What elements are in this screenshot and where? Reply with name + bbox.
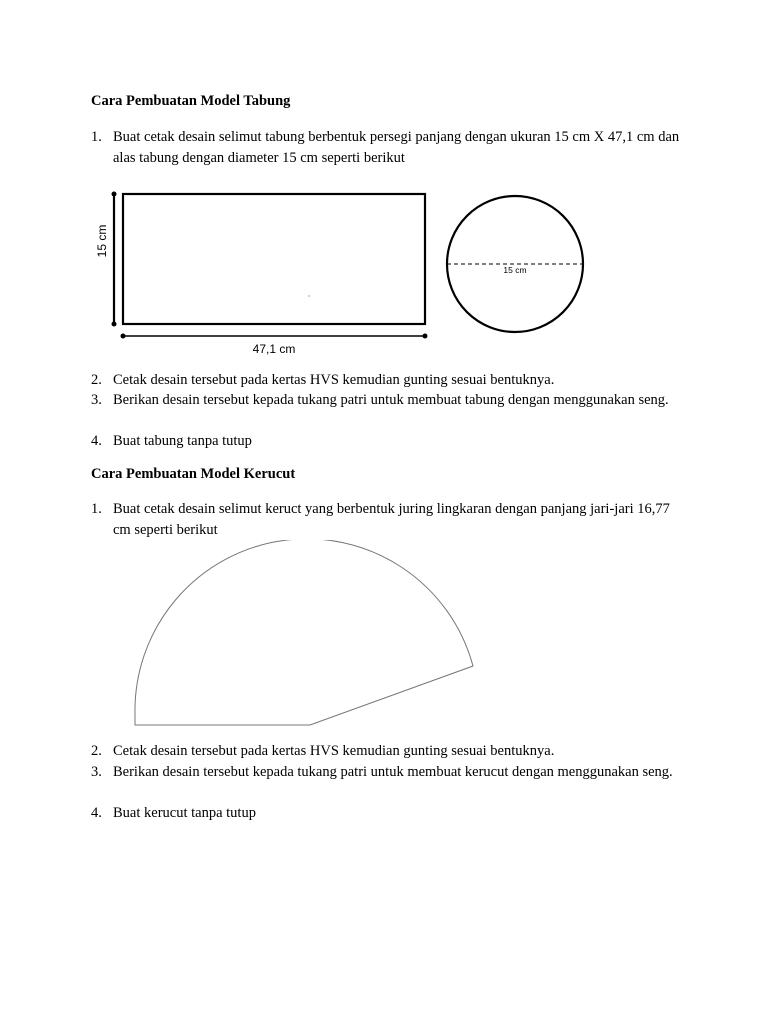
list-number: 3. [91,392,102,408]
list-text: Buat cetak desain selimut tabung berbentuk persegi panjang dengan ukuran 15 cm X 47,1 cm dan alas tabung dengan diameter 15 cm seperti berikut [113,129,680,166]
list-item [91,499,691,540]
cone-sector-outline [135,540,473,725]
center-dot [308,295,309,296]
list-item [91,127,691,168]
cylinder-side-rectangle [123,194,425,324]
list-number: 1. [91,501,102,517]
list-text: Buat cetak desain selimut keruct yang berbentuk juring lingkaran dengan panjang jari-jari 16,77 cm seperti berikut [113,501,670,538]
list-item [91,390,691,411]
width-label: 47,1 cm [252,342,296,356]
list-item [91,803,691,824]
section-title-tabung: Cara Pembuatan Model Tabung [91,93,291,109]
list-number: 2. [91,743,102,759]
section-title-kerucut: Cara Pembuatan Model Kerucut [91,466,296,482]
list-item [91,762,691,783]
list-number: 2. [91,372,102,388]
cone-net-sector-figure [120,540,490,735]
list-text: Cetak desain tersebut pada kertas HVS kemudian gunting sesuai bentuknya. [113,372,555,388]
cylinder-net-figure [88,185,598,360]
list-item [91,741,691,762]
list-text: Cetak desain tersebut pada kertas HVS kemudian gunting sesuai bentuknya. [113,743,555,759]
list-number: 4. [91,805,102,821]
list-number: 3. [91,764,102,780]
list-number: 4. [91,433,102,449]
list-item [91,431,691,452]
height-label: 15 cm [95,224,109,258]
list-text: Buat tabung tanpa tutup [113,433,252,449]
list-text: Buat kerucut tanpa tutup [113,805,256,821]
diameter-label: 15 cm [503,265,527,275]
list-number: 1. [91,129,102,145]
list-text: Berikan desain tersebut kepada tukang patri untuk membuat tabung dengan menggunakan seng. [113,392,669,408]
list-item [91,370,691,391]
list-text: Berikan desain tersebut kepada tukang patri untuk membuat kerucut dengan menggunakan seng. [113,764,673,780]
